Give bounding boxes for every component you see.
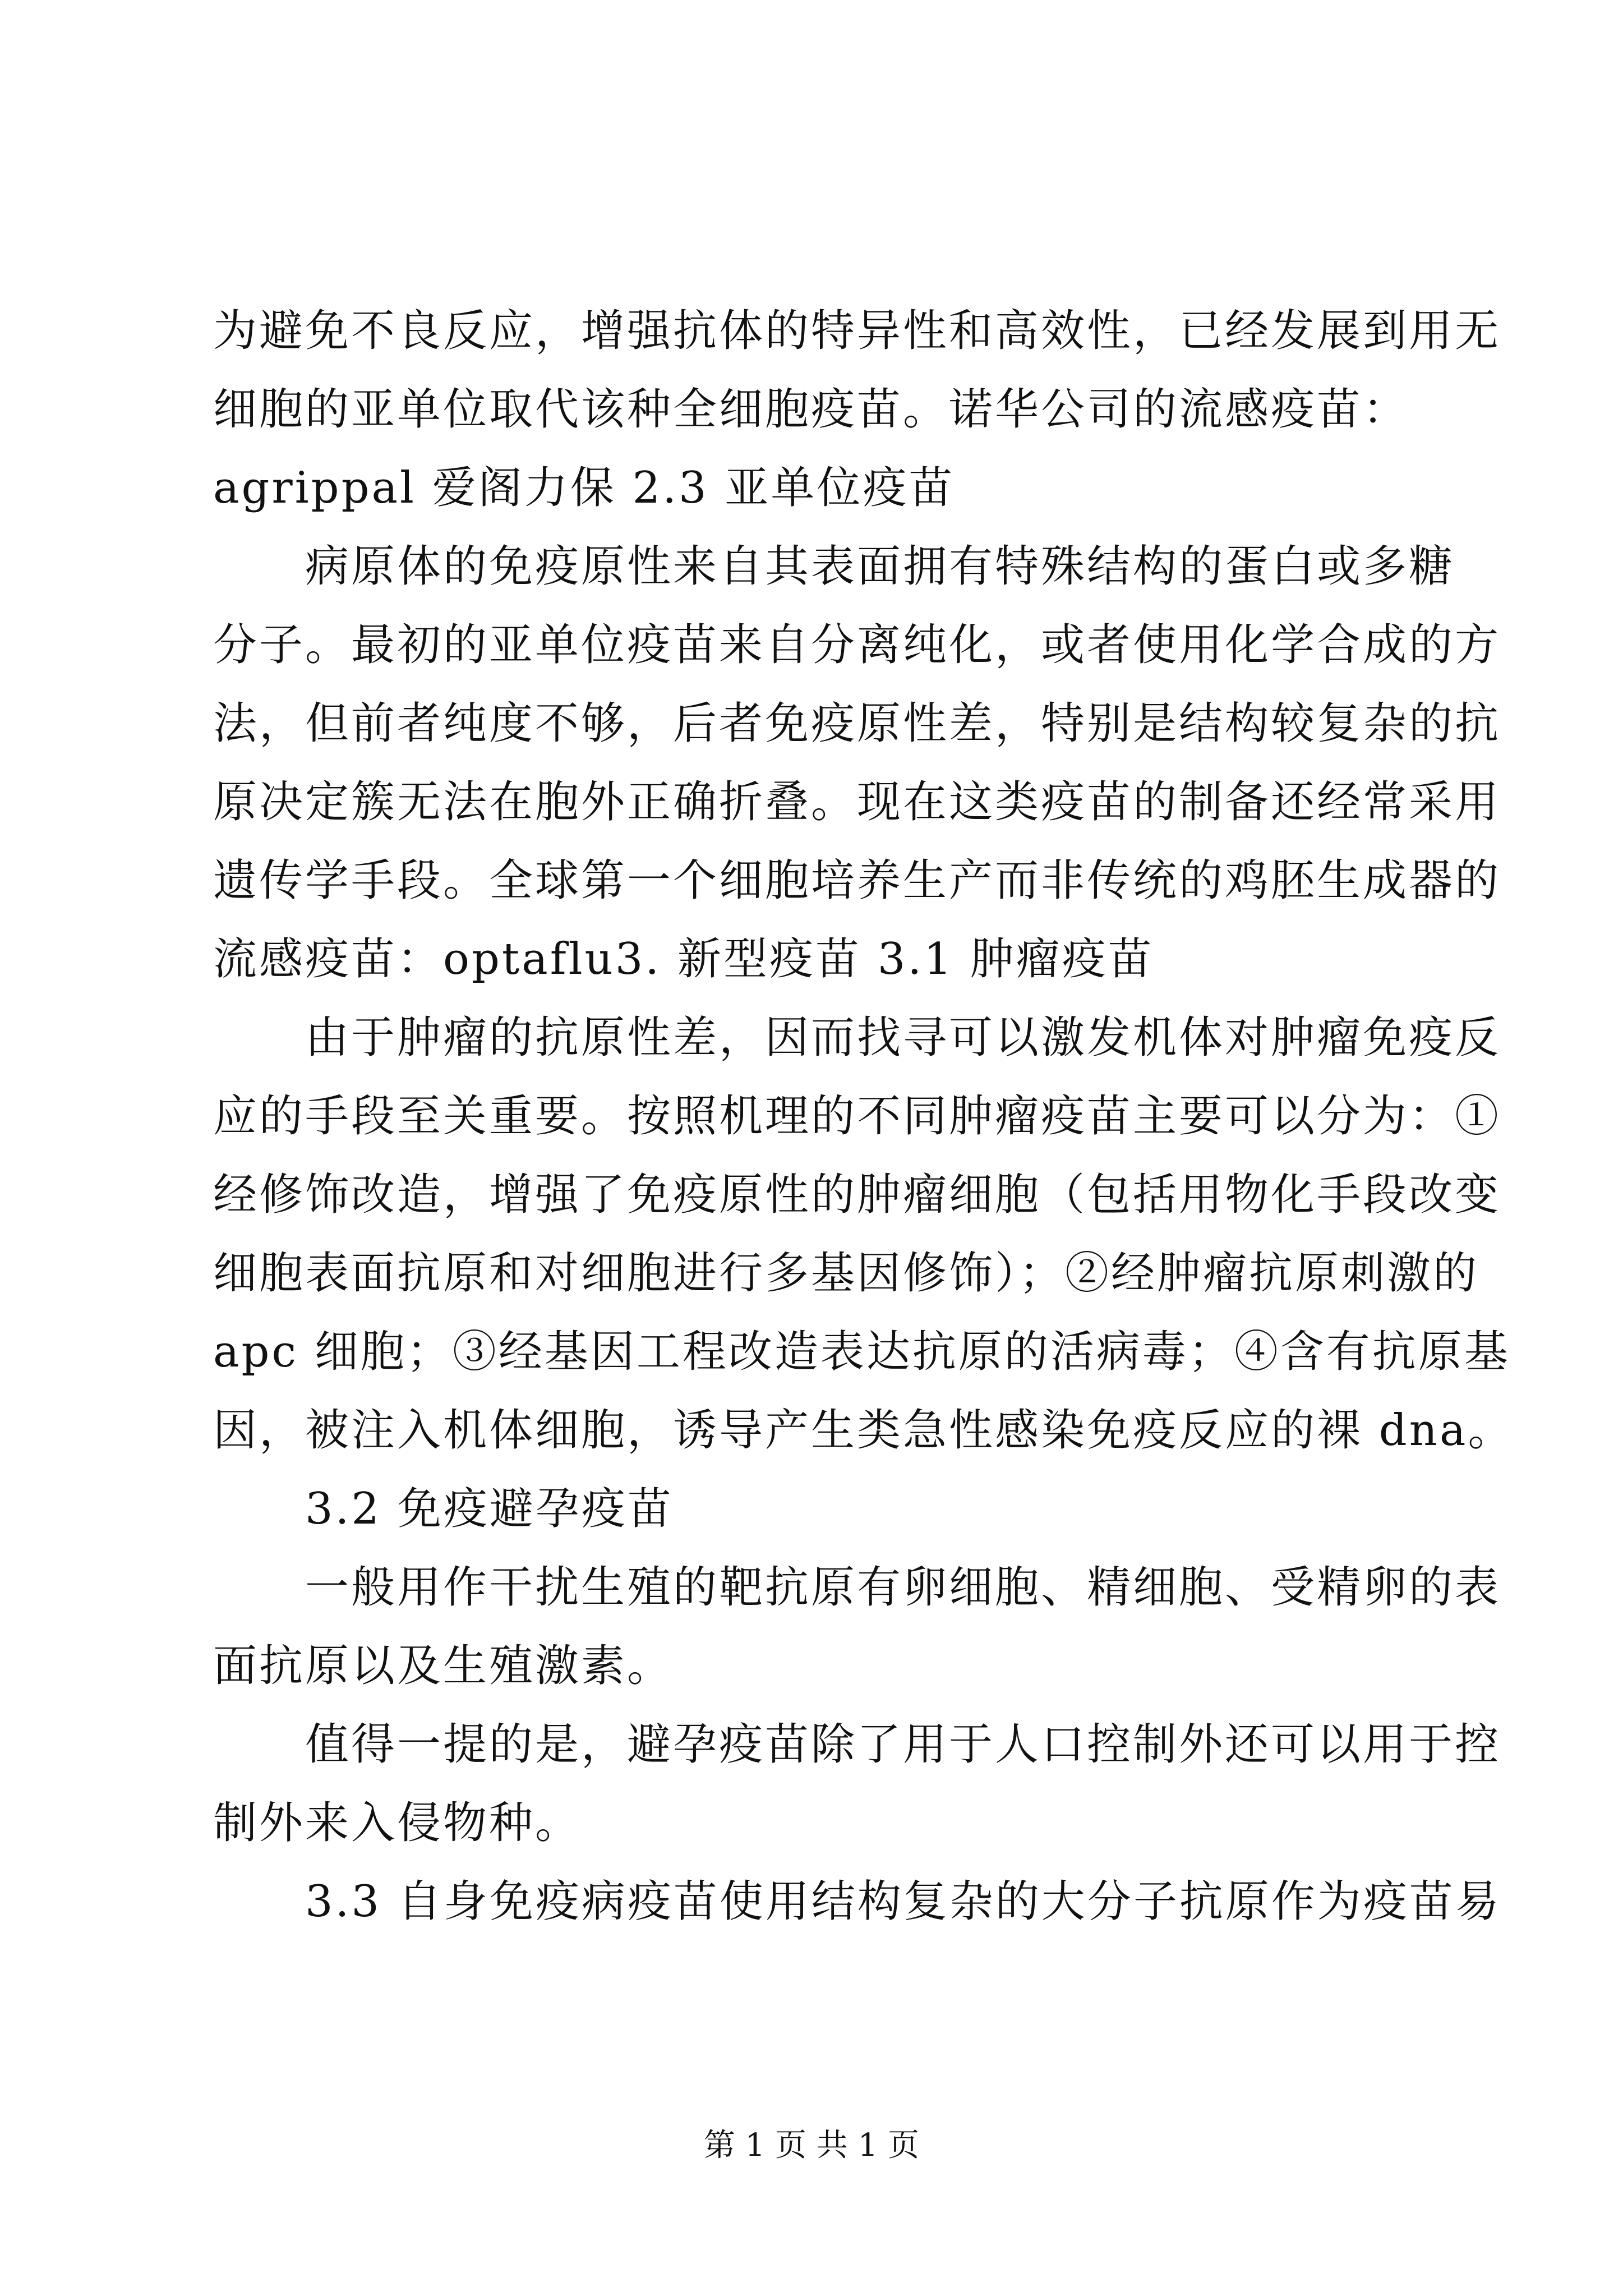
text-line: 细胞的亚单位取代该种全细胞疫苗。诺华公司的流感疫苗： xyxy=(213,384,1409,435)
text-line: 3.2 免疫避孕疫苗 xyxy=(213,1484,674,1534)
text-line: 因，被注入机体细胞，诱导产生类急性感染免疫反应的裸 dna。 xyxy=(213,1405,1514,1456)
text-line: 应的手段至关重要。按照机理的不同肿瘤疫苗主要可以分为：① xyxy=(213,1091,1501,1142)
text-line: 3.3 自身免疫病疫苗使用结构复杂的大分子抗原作为疫苗易 xyxy=(213,1876,1501,1927)
text-line: 原决定簇无法在胞外正确折叠。现在这类疫苗的制备还经常采用 xyxy=(213,777,1501,827)
text-line: 为避免不良反应，增强抗体的特异性和高效性，已经发展到用无 xyxy=(213,306,1501,356)
text-line: 面抗原以及生殖激素。 xyxy=(213,1641,674,1691)
text-line: 分子。最初的亚单位疫苗来自分离纯化，或者使用化学合成的方 xyxy=(213,620,1501,670)
text-line: 值得一提的是，避孕疫苗除了用于人口控制外还可以用于控 xyxy=(213,1719,1501,1770)
text-line: agrippal 爱阁力保 2.3 亚单位疫苗 xyxy=(213,463,955,513)
text-line: 一般用作干扰生殖的靶抗原有卵细胞、精细胞、受精卵的表 xyxy=(213,1562,1501,1613)
body-text xyxy=(213,292,1514,1941)
text-line: 法，但前者纯度不够，后者免疫原性差，特别是结构较复杂的抗 xyxy=(213,698,1501,749)
text-line: 由于肿瘤的抗原性差，因而找寻可以激发机体对肿瘤免疫反 xyxy=(213,1013,1501,1063)
text-line: 制外来入侵物种。 xyxy=(213,1798,582,1848)
text-line: 经修饰改造，增强了免疫原性的肿瘤细胞（包括用物化手段改变 xyxy=(213,1170,1501,1220)
text-line: 病原体的免疫原性来自其表面拥有特殊结构的蛋白或多糖 xyxy=(213,541,1455,592)
page-footer: 第 1 页 共 1 页 xyxy=(703,2127,920,2164)
text-line: 遗传学手段。全球第一个细胞培养生产而非传统的鸡胚生成器的 xyxy=(213,855,1501,906)
text-line: apc 细胞；③经基因工程改造表达抗原的活病毒；④含有抗原基 xyxy=(213,1327,1510,1377)
text-line: 细胞表面抗原和对细胞进行多基因修饰）；②经肿瘤抗原刺激的 xyxy=(213,1248,1479,1299)
text-line: 流感疫苗：optaflu3. 新型疫苗 3.1 肿瘤疫苗 xyxy=(213,934,1154,984)
